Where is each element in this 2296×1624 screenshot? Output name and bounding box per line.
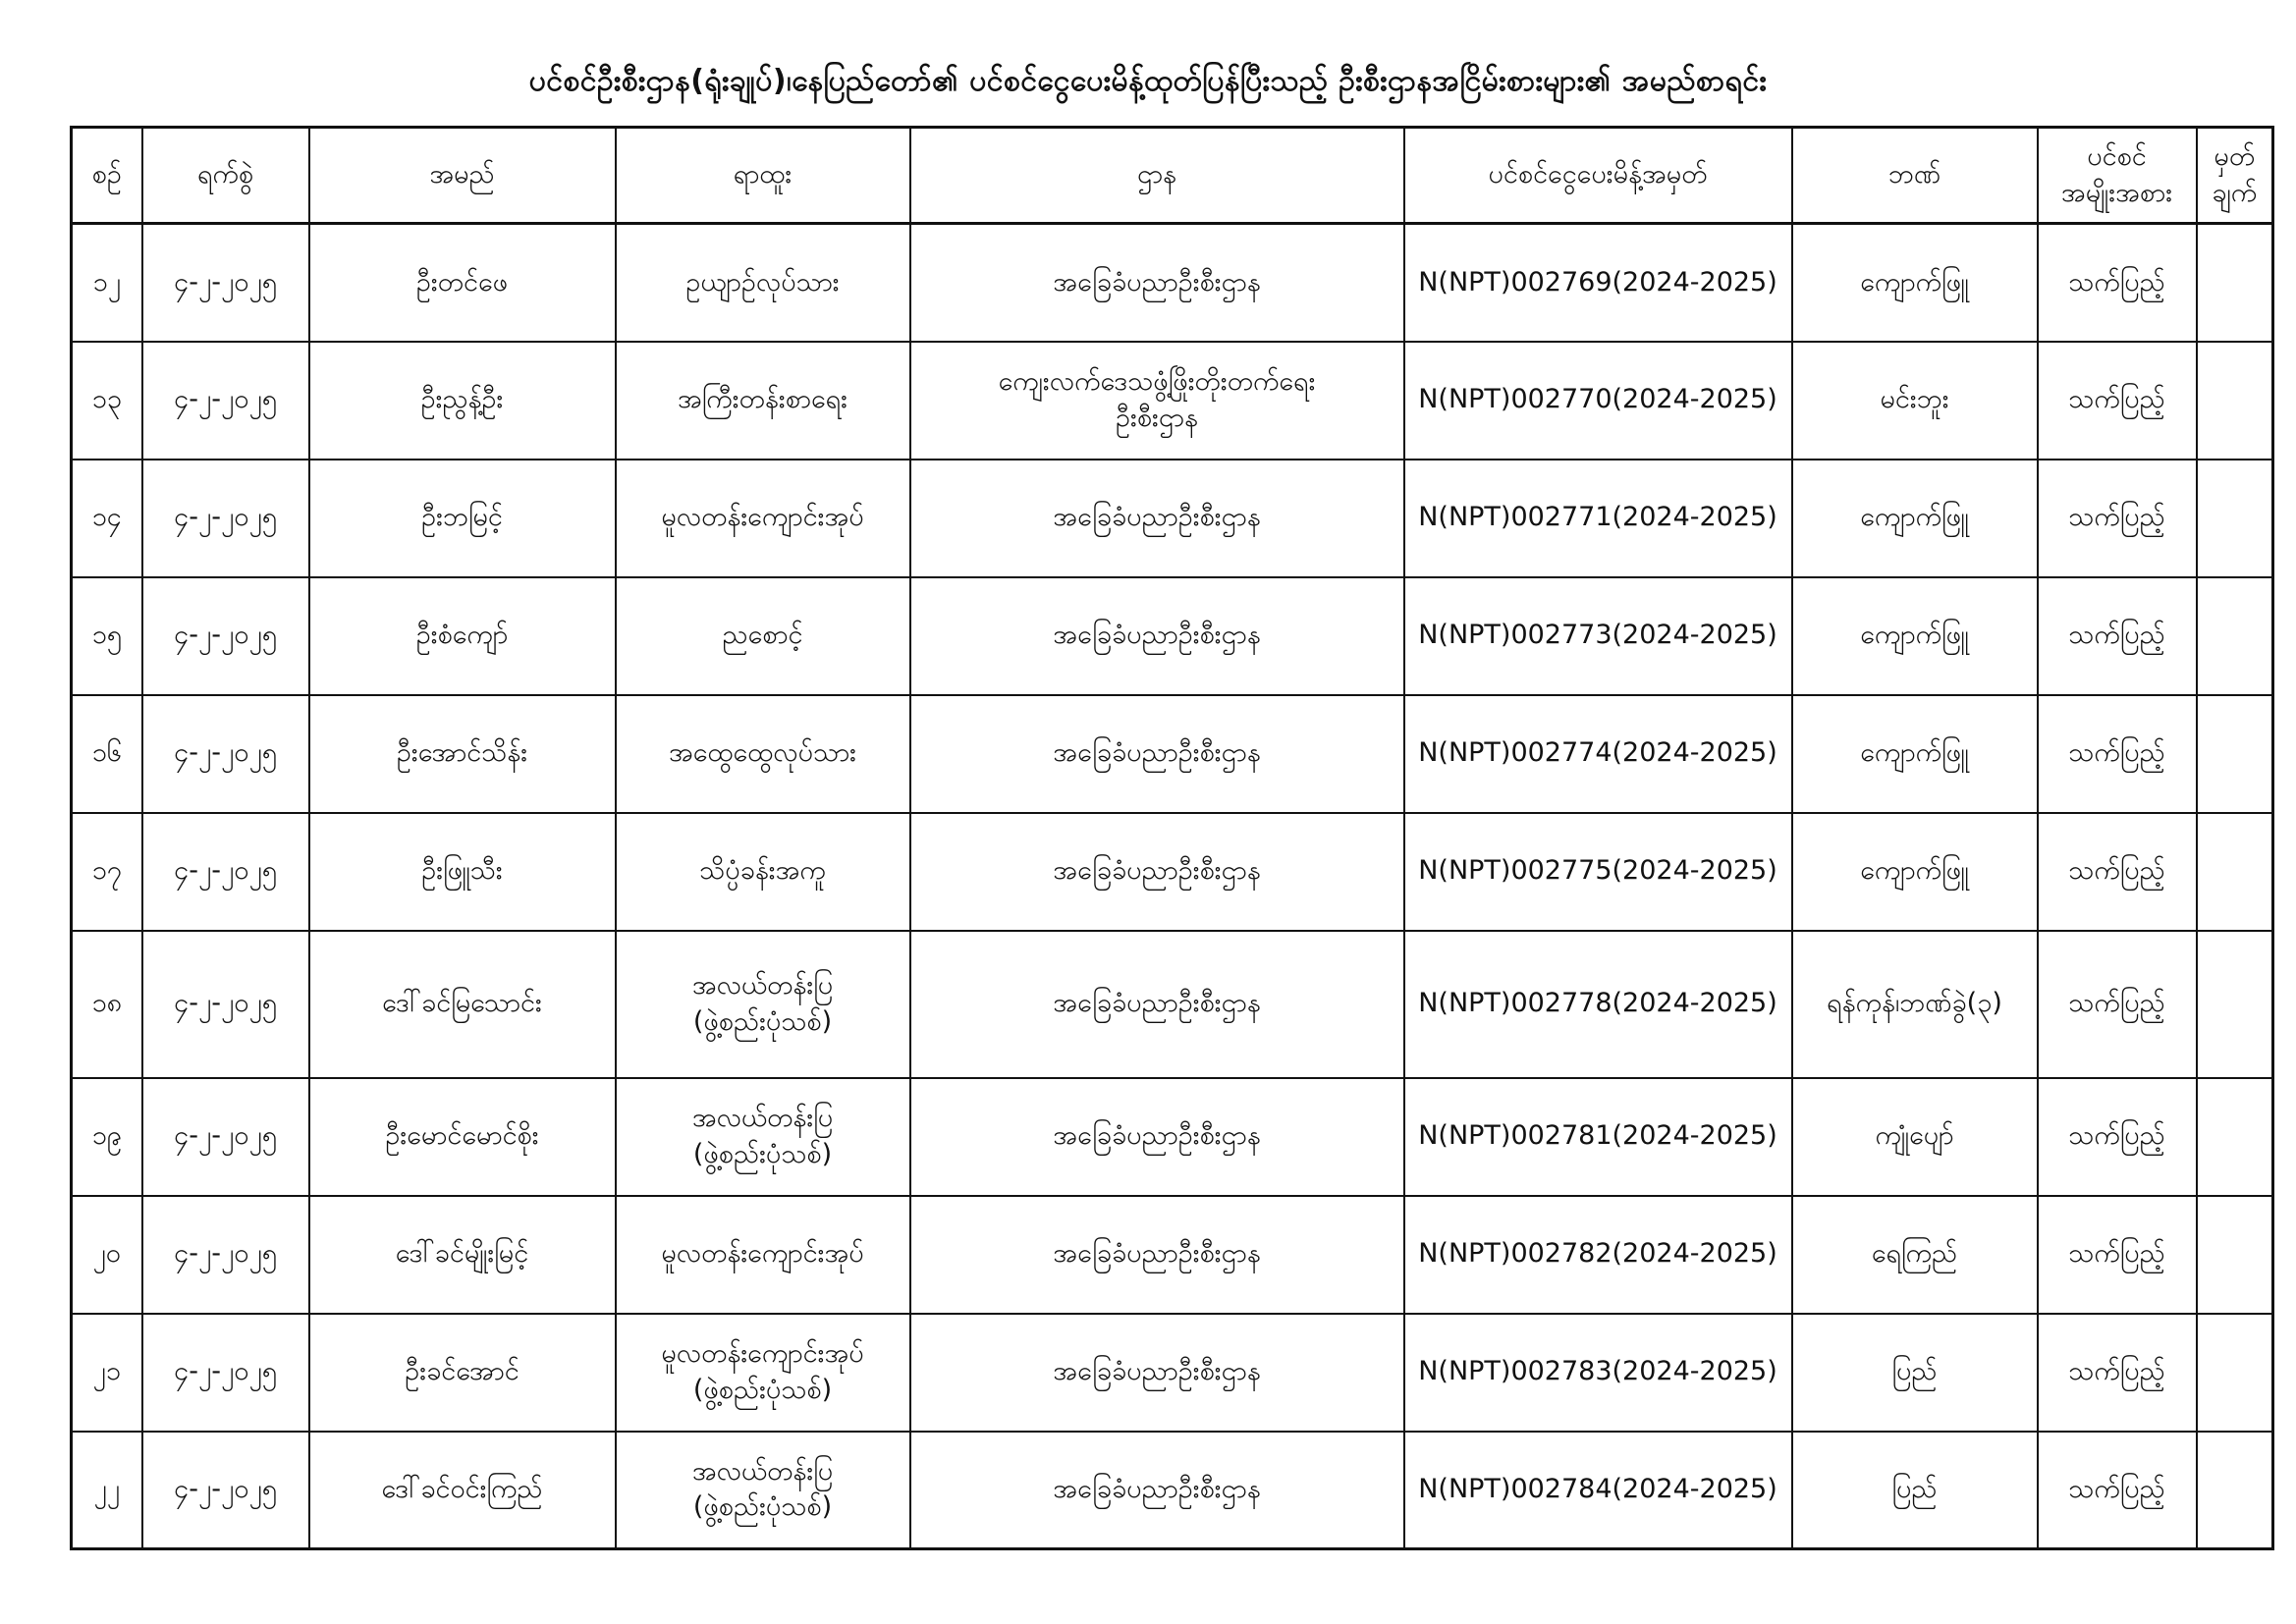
cell-remark (2197, 931, 2273, 1078)
col-type-header (2038, 128, 2197, 224)
col-name-header (309, 128, 616, 224)
cell-name: ဒေါ်ခင်မျိုးမြင့် (309, 1196, 616, 1314)
cell-type: သက်ပြည့် (2038, 342, 2197, 460)
cell-rank-line: (ဖွဲ့စည်းပုံသစ်) (692, 1491, 833, 1523)
cell-no: ၁၆ (72, 695, 142, 813)
cell-rank-line: အလယ်တန်းပြ (691, 1103, 834, 1134)
cell-type: သက်ပြည့် (2038, 1078, 2197, 1196)
cell-type: သက်ပြည့် (2038, 931, 2197, 1078)
cell-license: N(NPT)002774(2024-2025) (1404, 695, 1792, 813)
cell-dept (910, 1196, 1404, 1314)
cell-rank (616, 224, 910, 342)
cell-bank: ကျုံပျော် (1792, 1078, 2038, 1196)
cell-no: ၁၅ (72, 577, 142, 695)
cell-name: ဦးဖြူသီး (309, 813, 616, 931)
cell-name: ဦးမောင်မောင်စိုး (309, 1078, 616, 1196)
cell-remark (2197, 460, 2273, 577)
header-line: ပင်စင် (2087, 141, 2147, 173)
cell-rank (616, 1196, 910, 1314)
cell-no: ၂၁ (72, 1314, 142, 1432)
table-row (72, 1196, 2273, 1314)
cell-name: ဦးဘမြင့် (309, 460, 616, 577)
cell-dept-line: ကျေးလက်ဒေသဖွံ့ဖြိုးတိုးတက်ရေး (998, 366, 1316, 398)
cell-no: ၁၇ (72, 813, 142, 931)
header-line: အမျိုးအစား (2060, 177, 2173, 208)
cell-dept (910, 224, 1404, 342)
cell-remark (2197, 813, 2273, 931)
cell-name: ဦးခင်အောင် (309, 1314, 616, 1432)
cell-rank-line: မူလတန်းကျောင်းအုပ် (661, 1338, 864, 1370)
cell-bank: ကျောက်ဖြူ (1792, 577, 2038, 695)
table-row (72, 1432, 2273, 1549)
cell-rank-line: သိပ္ပံခန်းအကူ (699, 855, 826, 887)
col-date-header (142, 128, 309, 224)
cell-dept-line: အခြေခံပညာဦးစီးဌာန (1053, 737, 1261, 769)
header-line: ဌာန (1136, 159, 1177, 190)
header-line: ပင်စင်ငွေပေးမိန့်အမှတ် (1488, 159, 1708, 190)
cell-dept-line: အခြေခံပညာဦးစီးဌာန (1053, 855, 1261, 887)
cell-rank-line: (ဖွဲ့စည်းပုံသစ်) (692, 1005, 833, 1037)
cell-rank-line: အထွေထွေလုပ်သား (668, 737, 857, 769)
cell-no: ၁၉ (72, 1078, 142, 1196)
cell-rank (616, 813, 910, 931)
cell-dept-line: အခြေခံပညာဦးစီးဌာန (1053, 988, 1261, 1019)
table-row (72, 224, 2273, 342)
cell-no: ၂၀ (72, 1196, 142, 1314)
cell-dept-line: အခြေခံပညာဦးစီးဌာန (1053, 1238, 1261, 1270)
cell-license: N(NPT)002783(2024-2025) (1404, 1314, 1792, 1432)
cell-rank (616, 460, 910, 577)
cell-rank-line: မူလတန်းကျောင်းအုပ် (661, 1238, 864, 1270)
cell-license: N(NPT)002770(2024-2025) (1404, 342, 1792, 460)
cell-remark (2197, 695, 2273, 813)
col-remark-header (2197, 128, 2273, 224)
cell-bank: ပြည် (1792, 1432, 2038, 1549)
cell-rank (616, 931, 910, 1078)
cell-rank (616, 1078, 910, 1196)
cell-bank: ပြည် (1792, 1314, 2038, 1432)
cell-rank (616, 695, 910, 813)
cell-rank-line: အလယ်တန်းပြ (691, 1455, 834, 1487)
header-line: ရက်စွဲ (196, 159, 254, 190)
header-line: ချက် (2212, 177, 2258, 208)
cell-bank: မင်းဘူး (1792, 342, 2038, 460)
cell-name: ဦးအောင်သိန်း (309, 695, 616, 813)
cell-rank (616, 342, 910, 460)
cell-rank (616, 577, 910, 695)
cell-date: ၄-၂-၂၀၂၅ (142, 577, 309, 695)
cell-dept (910, 1314, 1404, 1432)
pension-list-table (70, 126, 2274, 1550)
table-row (72, 813, 2273, 931)
cell-remark (2197, 1314, 2273, 1432)
cell-type: သက်ပြည့် (2038, 1196, 2197, 1314)
col-rank-header (616, 128, 910, 224)
cell-type: သက်ပြည့် (2038, 224, 2197, 342)
cell-name: ဦးညွန့်ဦး (309, 342, 616, 460)
col-license-header (1404, 128, 1792, 224)
cell-bank: ရန်ကုန်၊ဘဏ်ခွဲ(၃) (1792, 931, 2038, 1078)
table-row (72, 695, 2273, 813)
col-no-header (72, 128, 142, 224)
col-bank-header (1792, 128, 2038, 224)
cell-type: သက်ပြည့် (2038, 577, 2197, 695)
cell-date: ၄-၂-၂၀၂၅ (142, 460, 309, 577)
cell-bank: ရေကြည် (1792, 1196, 2038, 1314)
header-line: ရာထူး (733, 159, 793, 190)
cell-dept (910, 342, 1404, 460)
cell-date: ၄-၂-၂၀၂၅ (142, 695, 309, 813)
cell-license: N(NPT)002784(2024-2025) (1404, 1432, 1792, 1549)
cell-rank-line: (ဖွဲ့စည်းပုံသစ်) (692, 1374, 833, 1405)
cell-dept (910, 695, 1404, 813)
cell-date: ၄-၂-၂၀၂၅ (142, 1196, 309, 1314)
cell-date: ၄-၂-၂၀၂၅ (142, 931, 309, 1078)
cell-no: ၁၈ (72, 931, 142, 1078)
cell-dept-line: အခြေခံပညာဦးစီးဌာန (1053, 266, 1261, 298)
cell-type: သက်ပြည့် (2038, 813, 2197, 931)
cell-dept-line: အခြေခံပညာဦးစီးဌာန (1053, 502, 1261, 533)
cell-remark (2197, 1196, 2273, 1314)
cell-type: သက်ပြည့် (2038, 1432, 2197, 1549)
cell-date: ၄-၂-၂၀၂၅ (142, 224, 309, 342)
cell-date: ၄-၂-၂၀၂၅ (142, 1314, 309, 1432)
cell-no: ၁၃ (72, 342, 142, 460)
cell-no: ၁၂ (72, 224, 142, 342)
cell-rank-line: အကြီးတန်းစာရေး (677, 384, 848, 415)
cell-license: N(NPT)002775(2024-2025) (1404, 813, 1792, 931)
table-row (72, 460, 2273, 577)
table-row (72, 1078, 2273, 1196)
cell-dept (910, 577, 1404, 695)
cell-name: ဒေါ်ခင်ဝင်းကြည် (309, 1432, 616, 1549)
document-title: ပင်စင်ဦးစီးဌာန(ရုံးချုပ်)၊နေပြည်တော်၏ ပင်စင်ငွေပေးမိန့်ထုတ်ပြန်ပြီးသည့် ဦးစီးဌာနအငြိမ်းစားများ၏ အမည်စာရင်း (528, 64, 1768, 98)
cell-license: N(NPT)002769(2024-2025) (1404, 224, 1792, 342)
cell-dept-line: ဦးစီးဌာန (1116, 402, 1198, 433)
cell-rank-line: ဥယျာဉ်လုပ်သား (685, 266, 840, 298)
cell-bank: ကျောက်ဖြူ (1792, 813, 2038, 931)
cell-type: သက်ပြည့် (2038, 695, 2197, 813)
cell-rank (616, 1314, 910, 1432)
cell-dept-line: အခြေခံပညာဦးစီးဌာန (1053, 1120, 1261, 1152)
table-body (72, 224, 2273, 1549)
cell-dept (910, 1078, 1404, 1196)
table-row (72, 1314, 2273, 1432)
cell-bank: ကျောက်ဖြူ (1792, 460, 2038, 577)
cell-dept-line: အခြေခံပညာဦးစီးဌာန (1053, 1474, 1261, 1505)
cell-dept (910, 460, 1404, 577)
cell-dept-line: အခြေခံပညာဦးစီးဌာန (1053, 620, 1261, 651)
cell-bank: ကျောက်ဖြူ (1792, 224, 2038, 342)
header-line: အမည် (429, 159, 495, 190)
cell-remark (2197, 224, 2273, 342)
cell-remark (2197, 342, 2273, 460)
cell-license: N(NPT)002778(2024-2025) (1404, 931, 1792, 1078)
table-row (72, 931, 2273, 1078)
header-row (72, 128, 2273, 224)
cell-dept (910, 813, 1404, 931)
cell-rank-line: အလယ်တန်းပြ (691, 970, 834, 1001)
header-line: စဉ် (91, 159, 122, 190)
header-line: မှတ် (2214, 141, 2256, 173)
cell-name: ဦးစံကျော် (309, 577, 616, 695)
cell-license: N(NPT)002782(2024-2025) (1404, 1196, 1792, 1314)
cell-date: ၄-၂-၂၀၂၅ (142, 1078, 309, 1196)
cell-type: သက်ပြည့် (2038, 460, 2197, 577)
cell-no: ၁၄ (72, 460, 142, 577)
header-line: ဘဏ် (1887, 159, 1941, 190)
cell-remark (2197, 1078, 2273, 1196)
cell-rank-line: ညစောင့် (722, 620, 803, 651)
cell-date: ၄-၂-၂၀၂၅ (142, 342, 309, 460)
cell-license: N(NPT)002781(2024-2025) (1404, 1078, 1792, 1196)
cell-date: ၄-၂-၂၀၂၅ (142, 1432, 309, 1549)
cell-dept (910, 931, 1404, 1078)
cell-license: N(NPT)002771(2024-2025) (1404, 460, 1792, 577)
cell-remark (2197, 577, 2273, 695)
cell-dept (910, 1432, 1404, 1549)
cell-no: ၂၂ (72, 1432, 142, 1549)
cell-rank-line: မူလတန်းကျောင်းအုပ် (661, 502, 864, 533)
table-row (72, 342, 2273, 460)
cell-rank-line: (ဖွဲ့စည်းပုံသစ်) (692, 1138, 833, 1169)
cell-type: သက်ပြည့် (2038, 1314, 2197, 1432)
cell-date: ၄-၂-၂၀၂၅ (142, 813, 309, 931)
cell-remark (2197, 1432, 2273, 1549)
cell-license: N(NPT)002773(2024-2025) (1404, 577, 1792, 695)
table-row (72, 577, 2273, 695)
cell-name: ဦးတင်ဖေ (309, 224, 616, 342)
cell-rank (616, 1432, 910, 1549)
col-dept-header (910, 128, 1404, 224)
cell-bank: ကျောက်ဖြူ (1792, 695, 2038, 813)
cell-dept-line: အခြေခံပညာဦးစီးဌာန (1053, 1356, 1261, 1387)
cell-name: ဒေါ်ခင်မြသောင်း (309, 931, 616, 1078)
